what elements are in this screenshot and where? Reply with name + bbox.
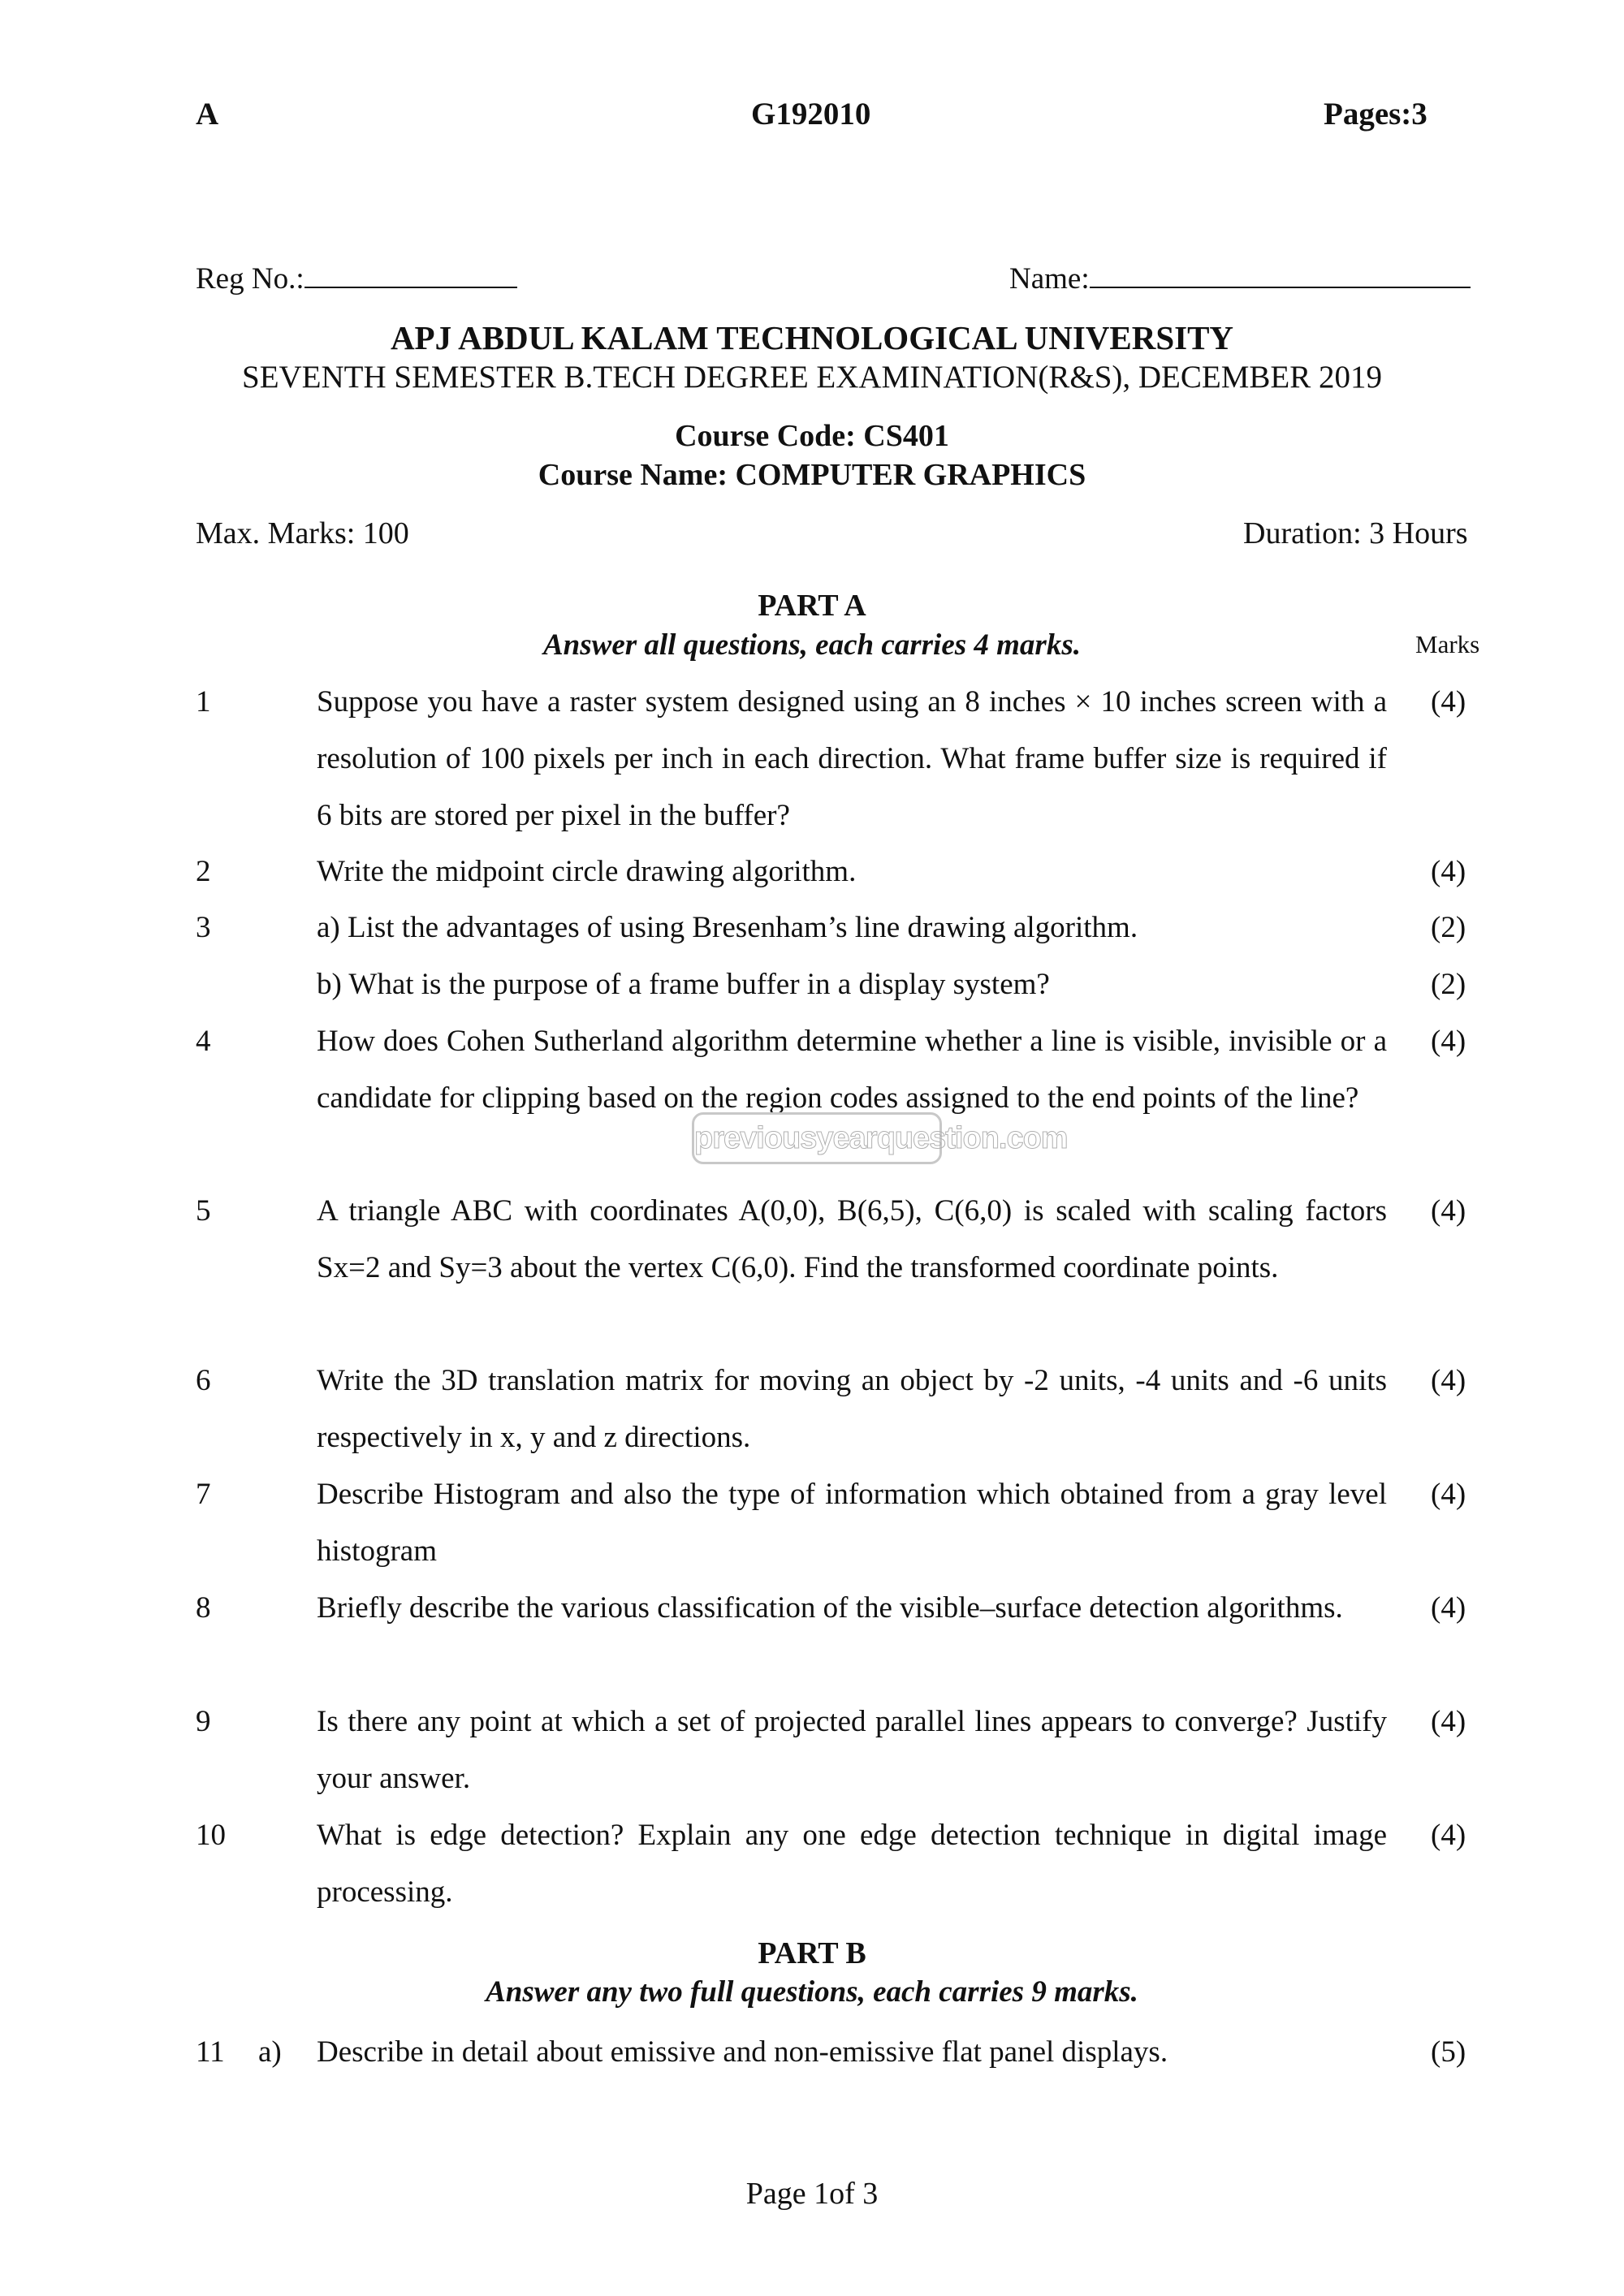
reg-no-field [196,261,517,296]
question-number: 1 [196,685,211,719]
question-text: b) What is the purpose of a frame buffer in a display system? [317,968,1050,1001]
question-text: Describe in detail about emissive and non-emissive flat panel displays. [317,2035,1168,2069]
question-text: A triangle ABC with coordinates A(0,0), B(6,5), C(6,0) is scaled with scaling factors Sx=2 and Sy=3 about the vertex C(6,0). Find the transformed coordinate points. [317,1194,1387,1284]
question-text: How does Cohen Sutherland algorithm determine whether a line is visible, invisible or a candidate for clipping based on the region codes assigned to the end points of the line? [317,1025,1387,1115]
question-text: Write the 3D translation matrix for moving an object by -2 units, -4 units and -6 units respectively in x, y and z directions. [317,1364,1387,1454]
paper-code: G192010 [751,97,871,132]
question-marks: (2) [1431,911,1466,944]
page-number: Page 1of 3 [745,2177,879,2211]
question-number: 7 [196,1478,211,1511]
question-text: What is edge detection? Explain any one edge detection technique in digital image processing. [317,1819,1387,1909]
question-marks: (4) [1431,1364,1466,1397]
max-marks: Max. Marks: 100 [196,516,409,550]
question-text: Is there any point at which a set of projected parallel lines appears to converge? Justify your answer. [317,1705,1387,1795]
question-number: 8 [196,1591,211,1625]
university-title: APJ ABDUL KALAM TECHNOLOGICAL UNIVERSITY [390,319,1234,356]
part-a-title: PART A [758,589,866,623]
question-number: 4 [196,1025,211,1058]
question-number: 5 [196,1194,211,1228]
duration: Duration: 3 Hours [1243,516,1468,550]
question-text: Briefly describe the various classification of the visible–surface detection algorithms. [317,1591,1343,1625]
question-text: a) List the advantages of using Bresenham’s line drawing algorithm. [317,911,1138,944]
question-marks: (4) [1431,855,1466,888]
part-b-title: PART B [758,1936,866,1970]
question-marks: (4) [1431,1025,1466,1058]
question-text: Describe Histogram and also the type of information which obtained from a gray level histogram [317,1478,1387,1568]
question-marks: (2) [1431,968,1466,1001]
question-marks: (4) [1431,1705,1466,1738]
question-marks: (5) [1431,2035,1466,2069]
page-count: Pages:3 [1324,97,1427,132]
exam-title: SEVENTH SEMESTER B.TECH DEGREE EXAMINATION(R&S), DECEMBER 2019 [242,360,1382,395]
question-sub-label: a) [258,2035,282,2069]
question-marks: (4) [1431,1591,1466,1625]
question-text: Suppose you have a raster system designed using an 8 inches × 10 inches screen with a resolution of 100 pixels per inch in each direction. What frame buffer size is required if 6 bits are stored per pixel in the buffer? [317,685,1387,832]
course-code: Course Code: CS401 [675,419,949,453]
set-label: A [196,97,219,132]
reg-no-blank [304,262,517,288]
question-number: 3 [196,911,211,944]
question-number: 2 [196,855,211,888]
question-number: 9 [196,1705,211,1738]
part-b-instruction: Answer any two full questions, each carries 9 marks. [486,1975,1138,2009]
marks-column-header: Marks [1415,630,1480,658]
course-name: Course Name: COMPUTER GRAPHICS [538,458,1086,492]
name-field [1009,261,1471,296]
question-number: 6 [196,1364,211,1397]
name-label: Name: [1009,262,1090,296]
part-a-instruction: Answer all questions, each carries 4 marks. [543,628,1081,662]
reg-no-label: Reg No.: [196,262,304,296]
question-marks: (4) [1431,685,1466,719]
name-blank [1090,262,1471,288]
question-marks: (4) [1431,1819,1466,1852]
question-text: Write the midpoint circle drawing algorithm. [317,855,857,888]
question-number: 10 [196,1819,226,1852]
question-marks: (4) [1431,1478,1466,1511]
watermark-stamp: previousyearquestion.com [692,1112,942,1164]
question-number: 11 [196,2035,225,2069]
question-marks: (4) [1431,1194,1466,1228]
